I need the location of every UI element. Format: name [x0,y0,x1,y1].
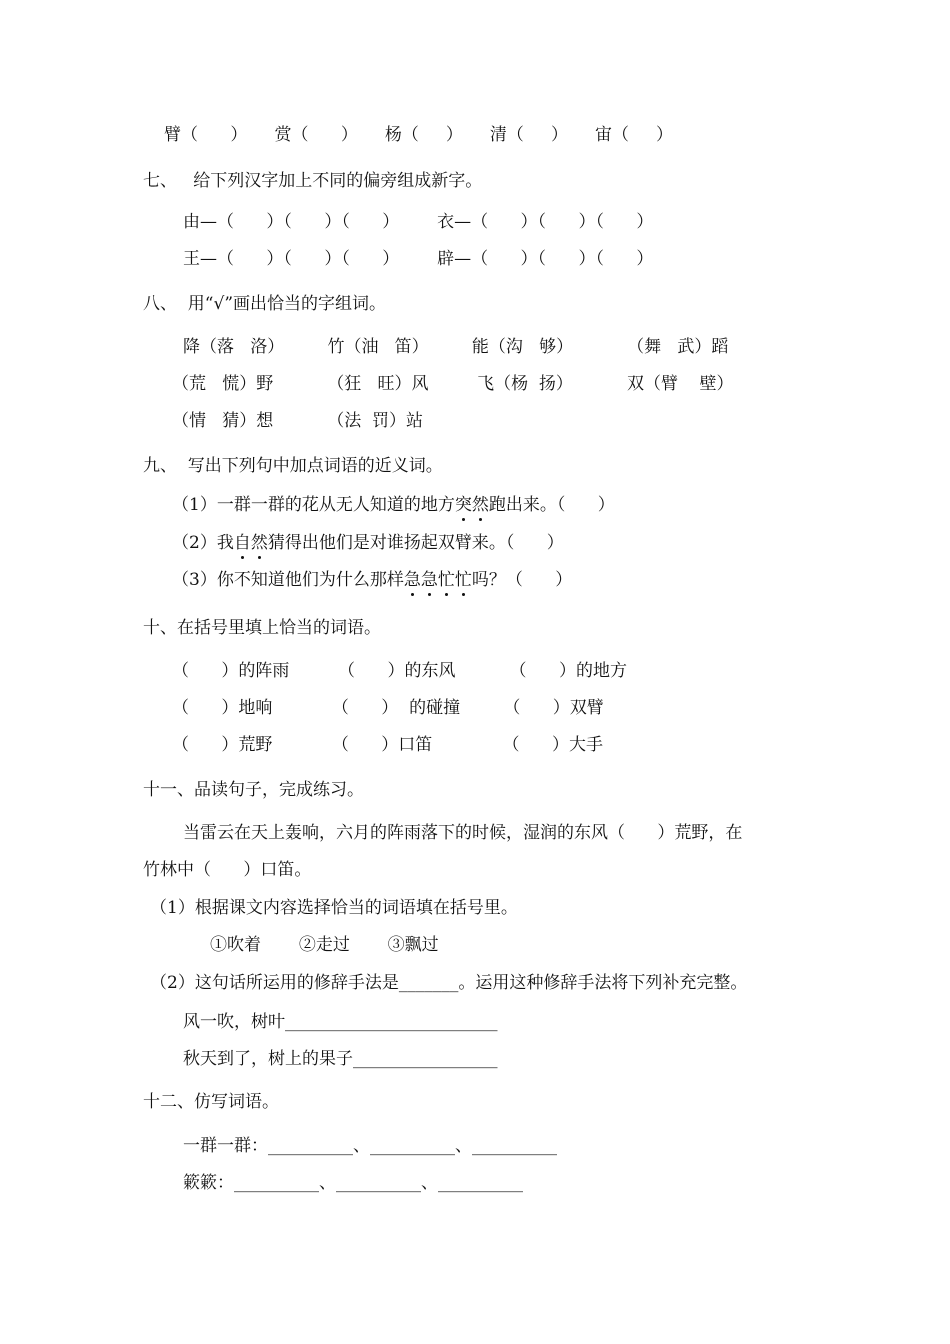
passage-line-2: 竹林中（ ）口笛。 [143,860,312,880]
pinyin-blanks-row: 臂（ ） 赏（ ） 杨（ ） 清（ ） 宙（ ） [164,125,673,145]
dotted-word-text [404,570,472,590]
dotted-char: 突 [454,495,472,515]
fill-row-1: （ ）的阵雨 （ ）的东风 （ ）的地方 [172,661,627,681]
dotted-word [404,570,472,590]
section-7-heading: 七、 给下列汉字加上不同的偏旁组成新字。 [143,171,483,191]
radical-row-1: 由—（ ）（ ）（ ） 衣—（ ）（ ）（ ） [183,212,654,232]
section-10-heading: 十、在括号里填上恰当的词语。 [143,618,381,638]
dotted-char: 自 [233,533,251,553]
radical-row-2: 王—（ ）（ ）（ ） 辟—（ ）（ ）（ ） [183,249,654,269]
section-8-heading: 八、 用“√”画出恰当的字组词。 [143,294,387,314]
dotted-char: 急 [420,570,438,590]
passage-line-1: 当雷云在天上轰响，六月的阵雨落下的时候，湿润的东风（ ）荒野，在 [183,823,743,843]
sentence-text: 跑出来。（ ） [488,495,615,515]
section-12-heading: 十二、仿写词语。 [143,1092,279,1112]
dotted-word [455,495,489,515]
dotted-char: 忙 [454,570,472,590]
sentence-1 [172,494,615,516]
completion-line-2: 秋天到了，树上的果子_________________ [183,1049,498,1069]
sentence-text: （1）一群一群的花从无人知道的地方 [172,495,455,515]
word-options: ①吹着 ②走过 ③飘过 [210,935,439,955]
sentence-text: （2）我 [172,533,234,553]
sentence-2 [172,532,564,554]
imitation-row-1: 一群一群：__________、__________、__________ [183,1136,557,1156]
dotted-word [234,533,268,553]
section-9-heading: 九、 写出下列句中加点词语的近义词。 [143,456,443,476]
question-1: （1）根据课文内容选择恰当的词语填在括号里。 [150,898,518,918]
choice-row-2: （荒 慌）野 （狂 旺）风 飞（杨 扬） 双（臂 壁） [172,374,734,394]
dotted-char: 忙 [437,570,455,590]
sentence-3 [172,569,572,591]
choice-row-3: （情 猜）想 （法 罚）站 [172,411,424,431]
dotted-word-text [455,495,489,515]
sentence-text: 吗？（ ） [471,570,573,590]
sentence-text: （3）你不知道他们为什么那样 [172,570,404,590]
dotted-char: 然 [471,495,489,515]
dotted-word-text [234,533,268,553]
dotted-char: 然 [250,533,268,553]
section-11-heading: 十一、品读句子，完成练习。 [143,780,364,800]
fill-row-2: （ ）地响 （ ） 的碰撞 （ ）双臂 [172,698,604,718]
fill-row-3: （ ）荒野 （ ）口笛 （ ）大手 [172,735,603,755]
choice-row-1: 降（落 洛） 竹（油 笛） 能（沟 够） （舞 武）蹈 [183,337,729,357]
dotted-char: 急 [403,570,421,590]
imitation-row-2: 簌簌：__________、__________、__________ [183,1173,523,1193]
question-2: （2）这句话所运用的修辞手法是_______。运用这种修辞手法将下列补充完整。 [150,973,748,993]
sentence-text: 猜得出他们是对谁扬起双臂来。（ ） [267,533,564,553]
completion-line-1: 风一吹，树叶_________________________ [183,1012,498,1032]
